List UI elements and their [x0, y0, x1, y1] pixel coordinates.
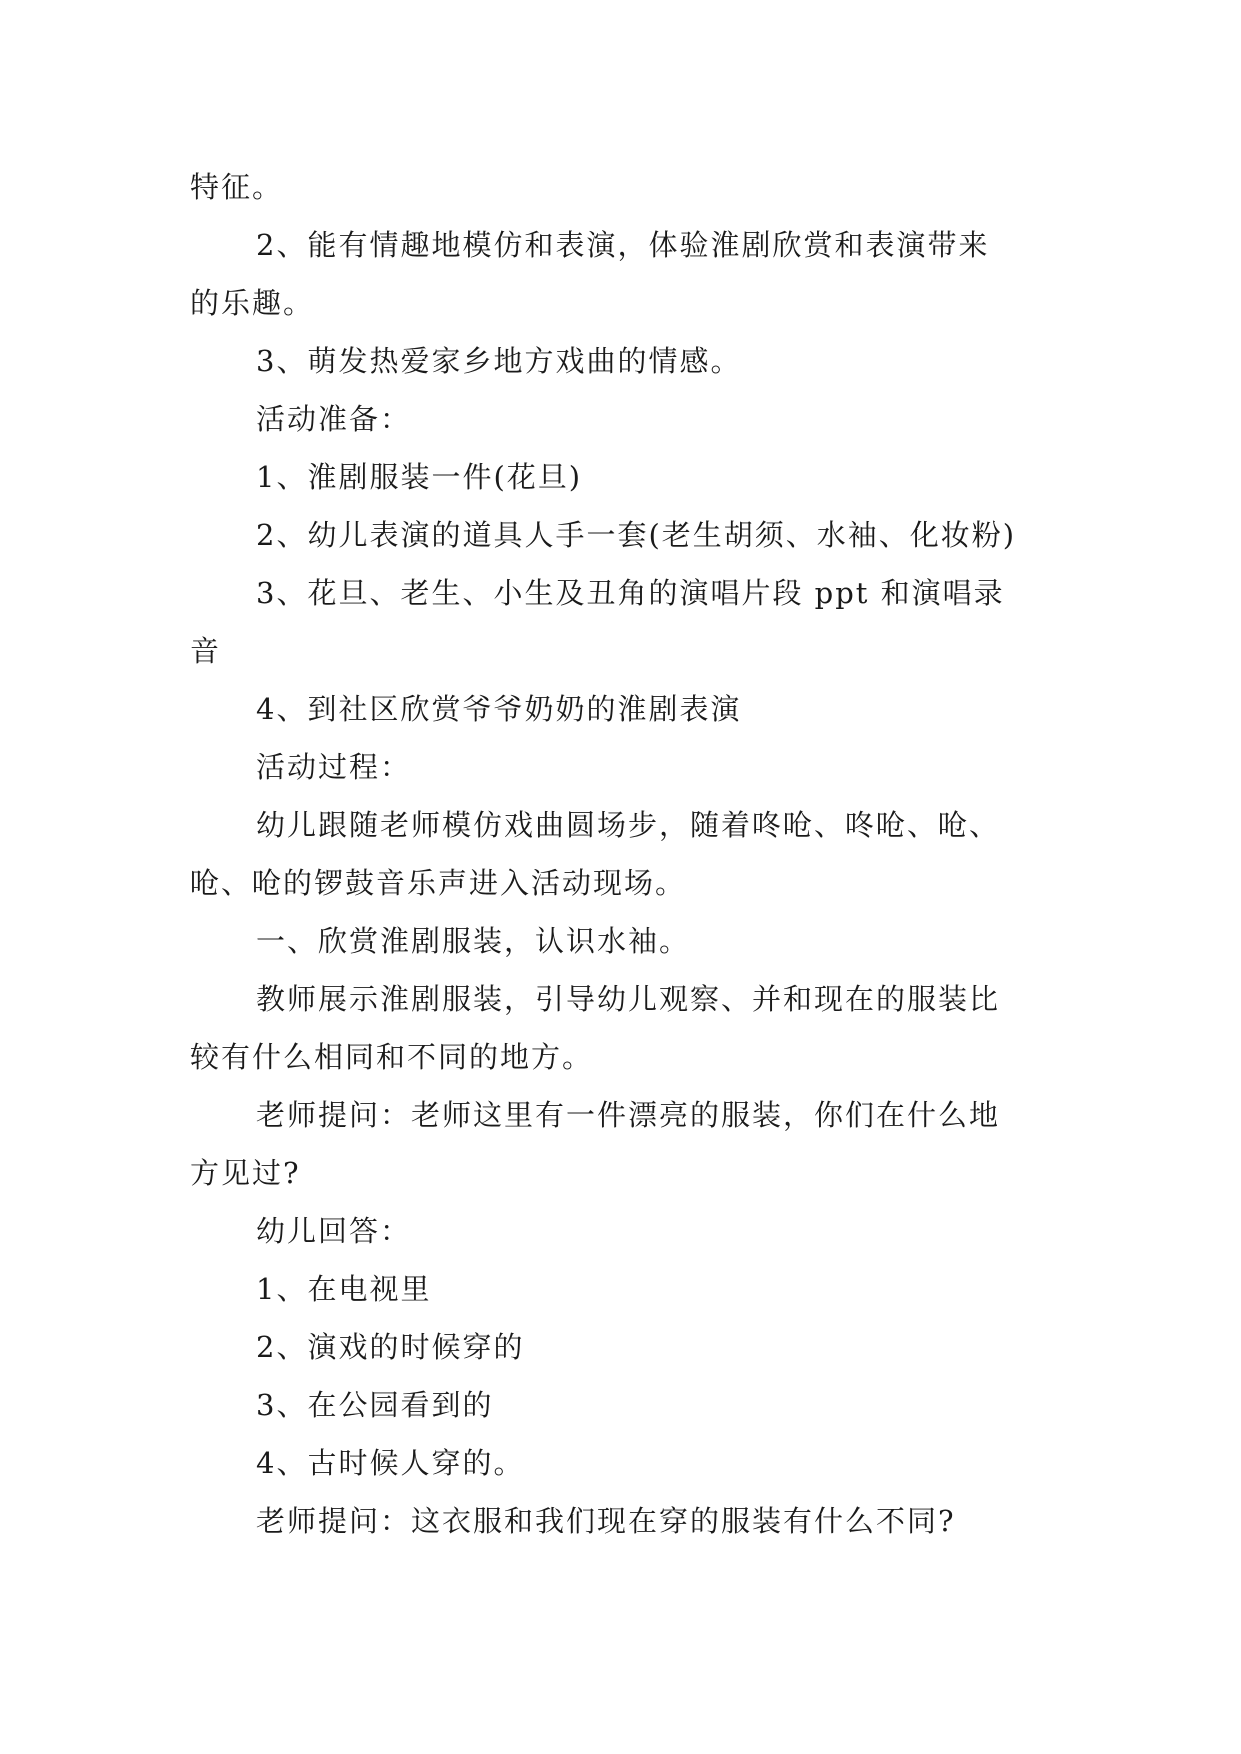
text-line: 较有什么相同和不同的地方。 [190, 1040, 594, 1074]
section-heading: 一、欣赏淮剧服装，认识水袖。 [256, 924, 691, 958]
text-line: 3、花旦、老生、小生及丑角的演唱片段 ppt 和演唱录 [256, 576, 1005, 610]
section-heading: 活动过程： [256, 750, 412, 784]
text-line: 教师展示淮剧服装，引导幼儿观察、并和现在的服装比 [256, 982, 1001, 1016]
text-line: 1、在电视里 [256, 1272, 432, 1306]
text-line: 4、古时候人穿的。 [256, 1446, 525, 1480]
text-line: 老师提问：这衣服和我们现在穿的服装有什么不同? [256, 1504, 956, 1538]
document-body [190, 158, 1070, 1550]
text-line: 方见过? [190, 1156, 301, 1190]
text-line: 3、在公园看到的 [256, 1388, 494, 1422]
text-line: 的乐趣。 [190, 286, 315, 320]
text-line: 呛、呛的锣鼓音乐声进入活动现场。 [190, 866, 687, 900]
text-line: 幼儿回答： [256, 1214, 412, 1248]
text-line: 老师提问：老师这里有一件漂亮的服装，你们在什么地 [256, 1098, 1001, 1132]
text-line: 2、演戏的时候穿的 [256, 1330, 525, 1364]
text-line: 幼儿跟随老师模仿戏曲圆场步，随着咚呛、咚呛、呛、 [256, 808, 1001, 842]
text-line: 1、淮剧服装一件(花旦) [256, 460, 583, 494]
text-line: 音 [190, 634, 222, 668]
text-line: 3、萌发热爱家乡地方戏曲的情感。 [256, 344, 742, 378]
text-line: 特征。 [190, 170, 284, 204]
section-heading: 活动准备： [256, 402, 412, 436]
text-line: 2、幼儿表演的道具人手一套(老生胡须、水袖、化妆粉) [256, 518, 1017, 552]
text-line: 4、到社区欣赏爷爷奶奶的淮剧表演 [256, 692, 742, 726]
text-line: 2、能有情趣地模仿和表演，体验淮剧欣赏和表演带来 [256, 228, 990, 262]
